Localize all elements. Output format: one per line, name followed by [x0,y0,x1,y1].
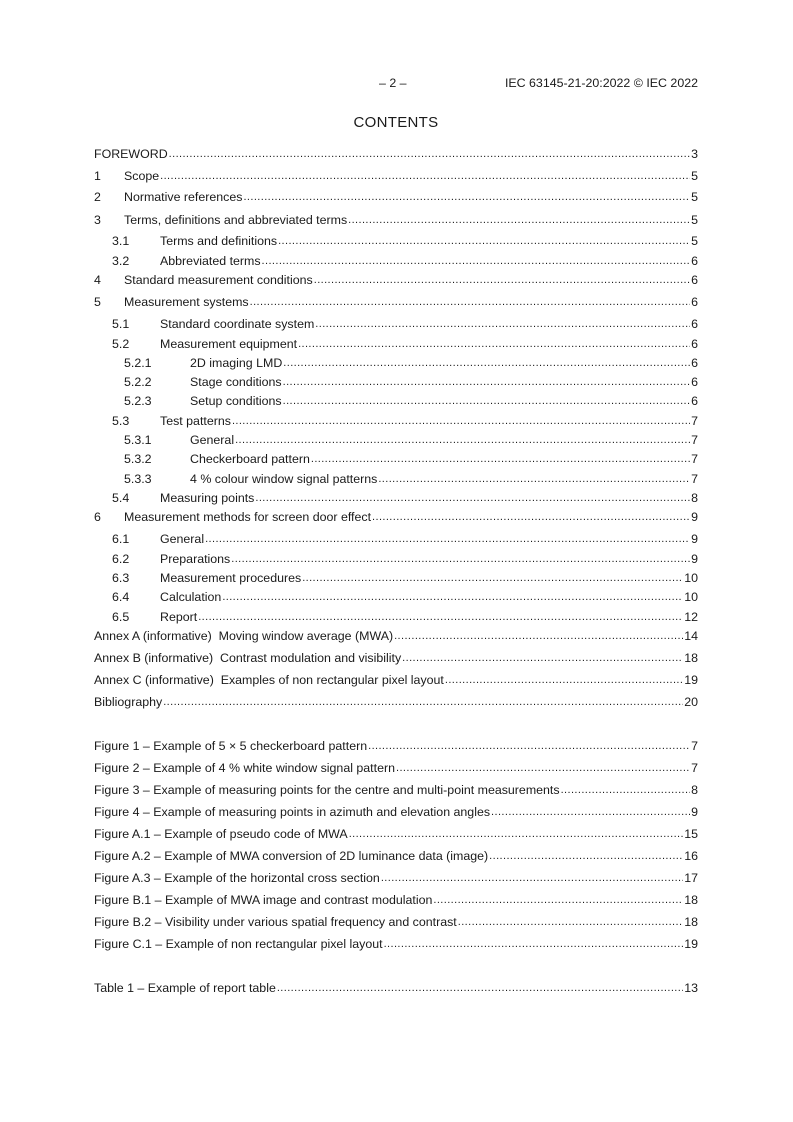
toc-entry-colour-window-patterns[interactable] [94,471,698,487]
toc-entry-coordinate-system[interactable] [94,316,698,332]
leader-dots [433,891,683,908]
leader-dots [255,489,690,506]
toc-page: 5 [691,234,698,248]
toc-number: 3.1 [112,234,130,248]
toc-page: 20 [684,695,698,709]
toc-entry-scope[interactable] [94,168,698,184]
toc-label: Preparations [160,552,231,566]
toc-page: 5 [691,190,698,204]
toc-page: 10 [684,571,698,585]
leader-dots [561,781,691,798]
toc-label: Standard measurement conditions [124,273,313,287]
toc-label: Terms, definitions and abbreviated terms [124,213,348,227]
figure-page: 18 [684,893,698,907]
toc-page: 5 [691,213,698,227]
leader-dots [368,737,690,754]
toc-entry-measurement-equipment[interactable] [94,336,698,352]
table-page: 13 [684,981,698,995]
toc-entry-preparations[interactable] [94,551,698,567]
table-label: Table 1 – Example of report table [94,981,276,995]
figure-entry-a2[interactable] [94,848,698,864]
toc-entry-measurement-systems[interactable] [94,294,698,310]
leader-dots [243,188,690,205]
figure-page: 15 [684,827,698,841]
figure-label: Figure A.1 – Example of pseudo code of MWA [94,827,348,841]
toc-number: 5.2.3 [124,394,152,408]
toc-label: 2D imaging LMD [190,356,283,370]
toc-page: 12 [684,610,698,624]
leader-dots [396,759,690,776]
figure-entry-1[interactable] [94,738,698,754]
toc-page: 6 [691,375,698,389]
toc-entry-test-patterns[interactable] [94,413,698,429]
toc-page: 6 [691,273,698,287]
figure-label: Figure 2 – Example of 4 % white window signal pattern [94,761,395,775]
toc-label: General [160,532,205,546]
leader-dots [235,431,690,448]
leader-dots [458,913,683,930]
toc-entry-terms[interactable] [94,212,698,228]
toc-page: 10 [684,590,698,604]
leader-dots [298,335,690,352]
toc-number: 6 [94,510,101,524]
figure-label: Figure B.1 – Example of MWA image and contrast modulation [94,893,433,907]
leader-dots [277,979,683,996]
leader-dots [381,869,683,886]
toc-entry-terms-definitions[interactable] [94,233,698,249]
leader-dots [394,627,683,644]
figure-label: Figure 3 – Example of measuring points for the centre and multi-point measurements [94,783,560,797]
toc-label: General [190,433,235,447]
toc-number: 5.2.1 [124,356,152,370]
toc-page: 7 [691,414,698,428]
toc-page: 14 [684,629,698,643]
toc-entry-2d-imaging-lmd[interactable] [94,355,698,371]
figure-entry-3[interactable] [94,782,698,798]
toc-page: 6 [691,394,698,408]
figure-entry-b2[interactable] [94,914,698,930]
toc-entry-measuring-points[interactable] [94,490,698,506]
figure-entry-c1[interactable] [94,936,698,952]
leader-dots [169,145,690,162]
toc-label: Abbreviated terms [160,254,261,268]
leader-dots [160,167,690,184]
leader-dots [314,271,690,288]
toc-page: 19 [684,673,698,687]
leader-dots [163,693,683,710]
toc-entry-annex-c[interactable] [94,672,698,688]
leader-dots [232,412,690,429]
figure-page: 17 [684,871,698,885]
toc-entry-annex-a[interactable] [94,628,698,644]
figure-label: Figure A.2 – Example of MWA conversion of 2D luminance data (image) [94,849,489,863]
leader-dots [372,508,690,525]
toc-entry-stage-conditions[interactable] [94,374,698,390]
figure-label: Figure A.3 – Example of the horizontal cross section [94,871,380,885]
leader-dots [349,825,684,842]
toc-entry-measurement-procedures[interactable] [94,570,698,586]
toc-entry-bibliography[interactable] [94,694,698,710]
toc-label: Checkerboard pattern [190,452,310,466]
figure-entry-4[interactable] [94,804,698,820]
toc-entry-normative-references[interactable] [94,189,698,205]
leader-dots [384,935,684,952]
toc-label: Annex C (informative) Examples of non rectangular pixel layout [94,673,444,687]
toc-number: 5.2.2 [124,375,152,389]
toc-page: 6 [691,356,698,370]
toc-entry-general-61[interactable] [94,531,698,547]
leader-dots [283,392,690,409]
toc-number: 5.3.1 [124,433,152,447]
toc-label: Report [160,610,198,624]
toc-number: 6.2 [112,552,130,566]
toc-entry-calculation[interactable] [94,589,698,605]
toc-number: 5.3 [112,414,130,428]
figure-entry-b1[interactable] [94,892,698,908]
toc-entry-annex-b[interactable] [94,650,698,666]
toc-number: 3 [94,213,101,227]
toc-entry-foreword[interactable] [94,146,698,162]
leader-dots [348,211,690,228]
toc-label: Normative references [124,190,243,204]
toc-page: 6 [691,337,698,351]
leader-dots [402,649,683,666]
figure-page: 19 [684,937,698,951]
leader-dots [378,470,690,487]
toc-page: 9 [691,510,698,524]
figure-label: Figure 1 – Example of 5 × 5 checkerboard pattern [94,739,368,753]
figure-page: 16 [684,849,698,863]
figure-page: 7 [691,761,698,775]
figure-entry-a3[interactable] [94,870,698,886]
toc-number: 5.4 [112,491,130,505]
toc-entry-standard-conditions[interactable] [94,272,698,288]
leader-dots [250,293,690,310]
page-number: – 2 – [379,76,407,90]
leader-dots [222,588,683,605]
figure-page: 7 [691,739,698,753]
toc-page: 7 [691,472,698,486]
table-entry-1[interactable] [94,980,698,996]
figure-entry-2[interactable] [94,760,698,776]
toc-page: 6 [691,254,698,268]
toc-label: Test patterns [160,414,231,428]
toc-number: 6.5 [112,610,130,624]
toc-label: Annex A (informative) Moving window average (MWA) [94,629,394,643]
toc-label: Measurement procedures [160,571,302,585]
toc-entry-checkerboard-pattern[interactable] [94,451,698,467]
toc-page: 7 [691,433,698,447]
toc-number: 5 [94,295,101,309]
leader-dots [311,450,690,467]
toc-label: Calculation [160,590,222,604]
toc-label: Setup conditions [190,394,282,408]
toc-entry-general-531[interactable] [94,432,698,448]
figure-label: Figure B.2 – Visibility under various spatial frequency and contrast [94,915,457,929]
toc-label: FOREWORD [94,147,168,161]
toc-number: 1 [94,169,101,183]
leader-dots [491,803,690,820]
toc-page: 5 [691,169,698,183]
figure-label: Figure 4 – Example of measuring points in azimuth and elevation angles [94,805,491,819]
toc-page: 3 [691,147,698,161]
toc-label: Terms and definitions [160,234,278,248]
toc-number: 3.2 [112,254,130,268]
toc-entry-measurement-methods[interactable] [94,509,698,525]
toc-page: 9 [691,552,698,566]
leader-dots [445,671,683,688]
figure-page: 9 [691,805,698,819]
toc-number: 5.3.2 [124,452,152,466]
leader-dots [283,354,690,371]
toc-number: 6.1 [112,532,130,546]
toc-number: 4 [94,273,101,287]
figure-page: 8 [691,783,698,797]
toc-page: 18 [684,651,698,665]
toc-label: Bibliography [94,695,163,709]
toc-label: Measurement systems [124,295,249,309]
figure-page: 18 [684,915,698,929]
toc-label: Standard coordinate system [160,317,315,331]
leader-dots [278,232,690,249]
toc-entry-report[interactable] [94,609,698,625]
leader-dots [302,569,683,586]
leader-dots [315,315,690,332]
toc-number: 6.4 [112,590,130,604]
leader-dots [231,550,690,567]
toc-entry-abbreviated-terms[interactable] [94,253,698,269]
toc-page: 9 [691,532,698,546]
toc-page: 8 [691,491,698,505]
toc-label: Scope [124,169,160,183]
leader-dots [262,252,691,269]
toc-page: 6 [691,317,698,331]
toc-label: Measuring points [160,491,255,505]
toc-page: 6 [691,295,698,309]
toc-number: 5.3.3 [124,472,152,486]
toc-number: 2 [94,190,101,204]
figure-label: Figure C.1 – Example of non rectangular pixel layout [94,937,383,951]
toc-page: 7 [691,452,698,466]
toc-label: Annex B (informative) Contrast modulation and visibility [94,651,402,665]
page-header [94,76,698,92]
toc-number: 5.2 [112,337,130,351]
leader-dots [205,530,690,547]
document-id: IEC 63145-21-20:2022 © IEC 2022 [504,76,698,90]
toc-label: Stage conditions [190,375,282,389]
toc-label: Measurement equipment [160,337,298,351]
toc-label: Measurement methods for screen door effect [124,510,372,524]
figure-entry-a1[interactable] [94,826,698,842]
toc-label: 4 % colour window signal patterns [190,472,378,486]
toc-entry-setup-conditions[interactable] [94,393,698,409]
toc-number: 6.3 [112,571,130,585]
toc-number: 5.1 [112,317,130,331]
contents-title: CONTENTS [353,114,439,131]
leader-dots [198,608,683,625]
leader-dots [489,847,683,864]
leader-dots [283,373,690,390]
